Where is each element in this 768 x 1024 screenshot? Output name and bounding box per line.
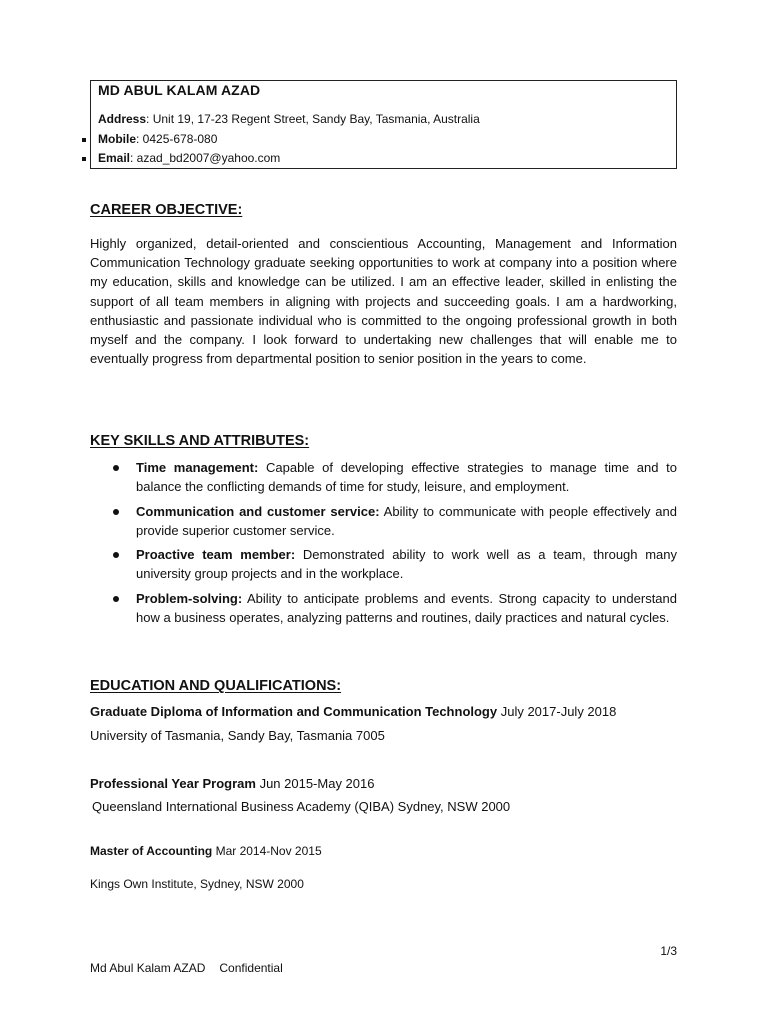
- bullet-icon: [113, 465, 119, 471]
- education-heading: EDUCATION AND QUALIFICATIONS:: [90, 678, 342, 694]
- skill-text: Capable of developing effective strategies to manage time and to balance the conflicting demands of time for study, leisure, and employment.: [136, 460, 677, 495]
- page-footer: [90, 961, 283, 975]
- education-institution: Kings Own Institute, Sydney, NSW 2000: [90, 877, 304, 891]
- bullet-icon: [82, 138, 86, 142]
- candidate-name: MD ABUL KALAM AZAD: [98, 82, 261, 98]
- degree-dates: Mar 2014-Nov 2015: [212, 844, 322, 858]
- address-value: : Unit 19, 17-23 Regent Street, Sandy Bay, Tasmania, Australia: [146, 112, 480, 126]
- list-item: [90, 458, 677, 497]
- skill-text: Ability to anticipate problems and events. Strong capacity to understand how a business operates, analyzing patterns and routines, daily practices and natural cycles.: [136, 590, 677, 626]
- degree-dates: July 2017-July 2018: [497, 704, 617, 719]
- email-label: Email: [98, 151, 131, 165]
- bullet-icon: [82, 157, 86, 161]
- education-institution: University of Tasmania, Sandy Bay, Tasmania 7005: [90, 728, 385, 743]
- page-number: 1/3: [660, 944, 677, 958]
- skill-text: Demonstrated ability to work well as a team, through many university group projects and in the workplace.: [136, 547, 677, 582]
- footer-name: Md Abul Kalam AZAD: [90, 961, 206, 975]
- degree-name: Professional Year Program: [90, 776, 256, 791]
- email-value: : azad_bd2007@yahoo.com: [130, 151, 281, 165]
- mobile-label: Mobile: [98, 132, 136, 146]
- contact-box: [90, 80, 677, 169]
- skills-list: [90, 458, 677, 627]
- list-item: [90, 589, 677, 628]
- email-line: [98, 151, 280, 165]
- bullet-icon: [113, 552, 119, 558]
- mobile-line: [98, 132, 217, 146]
- list-item: [90, 502, 677, 541]
- skill-label: Time management:: [136, 460, 259, 475]
- education-degree: [90, 844, 322, 858]
- mobile-value: : 0425-678-080: [136, 132, 218, 146]
- bullet-icon: [113, 509, 119, 515]
- degree-name: Graduate Diploma of Information and Communication Technology: [90, 704, 498, 719]
- degree-name: Master of Accounting: [90, 844, 213, 858]
- career-objective-heading: CAREER OBJECTIVE:: [90, 202, 243, 218]
- education-institution: Queensland International Business Academy (QIBA) Sydney, NSW 2000: [92, 799, 511, 814]
- address-label: Address: [98, 112, 147, 126]
- skill-text: Ability to communicate with people effectively and provide superior customer service.: [136, 503, 677, 538]
- skill-label: Problem-solving:: [136, 590, 243, 606]
- key-skills-heading: KEY SKILLS AND ATTRIBUTES:: [90, 433, 310, 449]
- education-degree: [90, 776, 374, 791]
- address-line: [98, 112, 480, 126]
- career-objective-text: Highly organized, detail-oriented and conscientious Accounting, Management and Information Communication Technology graduate seeking opportunities to work at company into a position where my education, skills and knowledge can be utilized. I am an effective leader, skilled in enlisting the support of all team members in aligning with projects and succeeding goals. I am a hardworking, enthusiastic and passionate individual who is committed to the ongoing professional growth in both myself and the company. I look forward to undertaking new challenges that will enable me to eventually progress from departmental position to senior position in the years to come.: [90, 236, 677, 367]
- skill-label: Communication and customer service:: [136, 503, 380, 519]
- bullet-icon: [113, 596, 119, 602]
- list-item: [90, 545, 677, 584]
- footer-confidential: Confidential: [219, 961, 283, 975]
- degree-dates: Jun 2015-May 2016: [255, 776, 375, 791]
- skill-label: Proactive team member:: [136, 547, 296, 563]
- education-degree: [90, 704, 616, 719]
